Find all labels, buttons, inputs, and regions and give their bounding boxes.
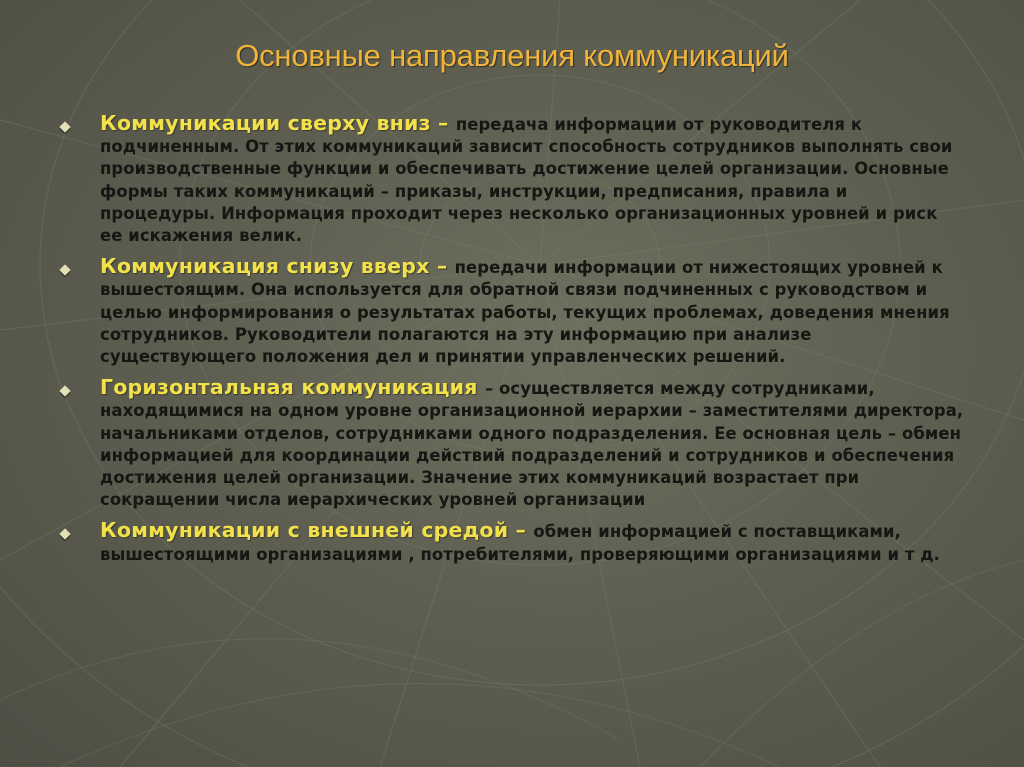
bullet-list — [60, 112, 965, 574]
diamond-bullet-icon — [59, 386, 70, 397]
diamond-bullet-icon — [59, 529, 70, 540]
bullet-item-external — [60, 519, 965, 565]
bullet-item-bottom-up — [60, 255, 965, 368]
bullet-term: Горизонтальная коммуникация — [100, 375, 485, 400]
bullet-item-horizontal — [60, 376, 965, 511]
bullet-term: Коммуникации сверху вниз – — [100, 111, 456, 135]
diamond-bullet-icon — [59, 121, 70, 132]
bullet-text: обмен информацией с поставщиками, вышестоящими организациями , потребителями, проверяющими организациями и т д. — [100, 522, 940, 564]
bullet-item-top-down — [60, 112, 965, 247]
bullet-text: передачи информации от нижестоящих уровней к вышестоящим. Она используется для обратной связи подчиненных с руководством и целью информирования о результатах работы, текущих проблемах, доведения мнения сотрудников. Руководители полагаются на эту информацию при анализе существующего положения дел и принятии управленческих решений. — [100, 258, 950, 367]
bullet-text: – осуществляется между сотрудниками, находящимися на одном уровне организационной иерархии – заместителями директора, начальниками отделов, сотрудниками одного подразделения. Ее основная цель – обмен информацией для координации действий подразделений и сотрудников и обеспечения достижения целей организации. Значение этих коммуникаций возрастает при сокращении числа иерархических уровней организации — [100, 379, 964, 510]
slide-title: Основные направления коммуникаций — [235, 38, 789, 73]
bullet-term: Коммуникации с внешней средой – — [100, 518, 534, 543]
bullet-text: передача информации от руководителя к подчиненным. От этих коммуникаций зависит способность сотрудников выполнять свои производственные функции и обеспечивать достижение целей организации. Основные формы таких коммуникаций – приказы, инструкции, предписания, правила и процедуры. Информация проходит через несколько организационных уровней и риск ее искажения велик. — [100, 115, 953, 246]
diamond-bullet-icon — [59, 265, 70, 276]
bullet-term: Коммуникация снизу вверх – — [100, 254, 455, 279]
